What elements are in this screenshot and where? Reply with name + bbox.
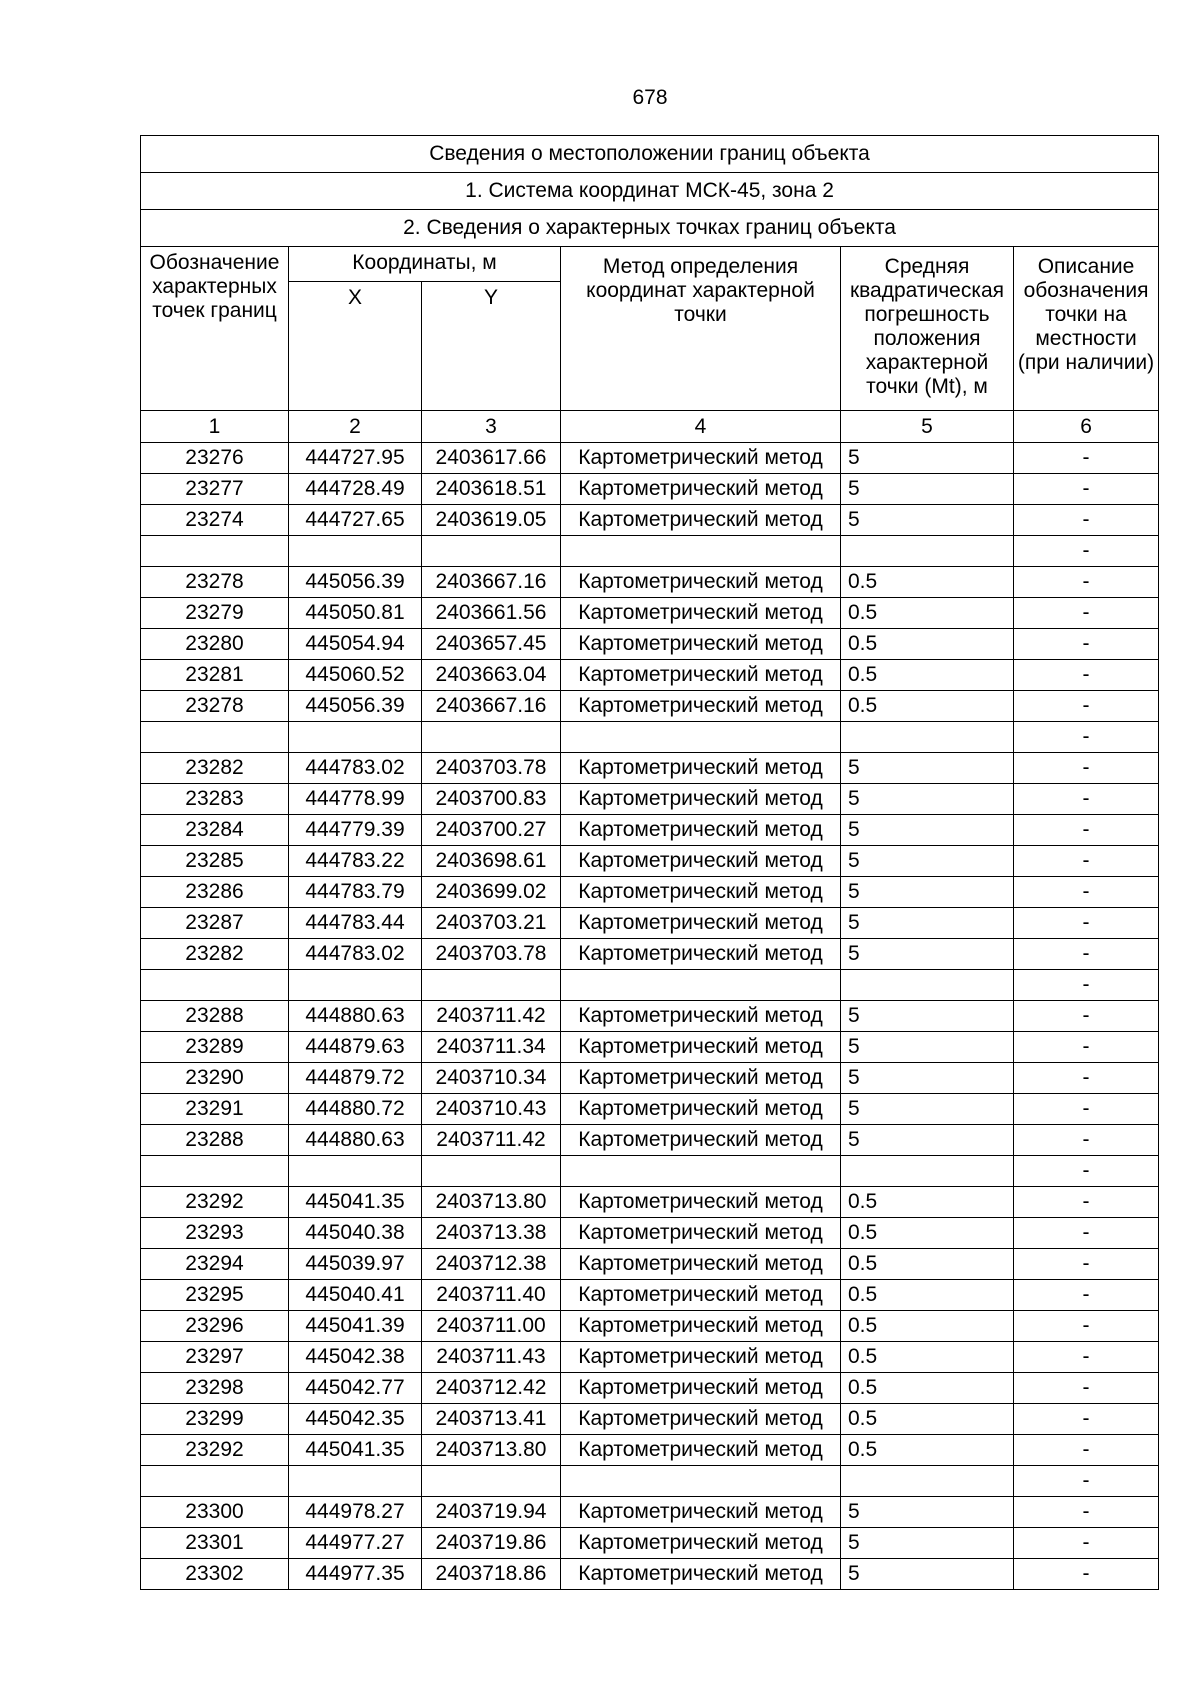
table-title: Сведения о местоположении границ объекта bbox=[141, 136, 1159, 173]
point-id-cell bbox=[141, 970, 289, 1001]
table-row bbox=[141, 1497, 1159, 1528]
description-cell: - bbox=[1014, 1187, 1159, 1218]
error-mt-cell: 5 bbox=[841, 784, 1014, 815]
header-coordinates: Координаты, м bbox=[289, 247, 561, 282]
error-mt-cell: 0.5 bbox=[841, 1280, 1014, 1311]
point-id-cell bbox=[141, 722, 289, 753]
coord-y-cell: 2403618.51 bbox=[422, 474, 561, 505]
method-cell: Картометрический метод bbox=[561, 567, 841, 598]
error-mt-cell: 5 bbox=[841, 1032, 1014, 1063]
point-id-cell: 23294 bbox=[141, 1249, 289, 1280]
table-row bbox=[141, 474, 1159, 505]
header-designation: Обозначение характерных точек границ bbox=[141, 247, 289, 411]
description-cell: - bbox=[1014, 1249, 1159, 1280]
point-id-cell: 23289 bbox=[141, 1032, 289, 1063]
coord-x-cell: 445042.38 bbox=[289, 1342, 422, 1373]
point-id-cell: 23288 bbox=[141, 1001, 289, 1032]
error-mt-cell bbox=[841, 1466, 1014, 1497]
point-id-cell: 23279 bbox=[141, 598, 289, 629]
error-mt-cell: 0.5 bbox=[841, 1187, 1014, 1218]
table-row bbox=[141, 846, 1159, 877]
method-cell: Картометрический метод bbox=[561, 815, 841, 846]
description-cell: - bbox=[1014, 877, 1159, 908]
coord-x-cell: 445056.39 bbox=[289, 567, 422, 598]
coord-y-cell bbox=[422, 722, 561, 753]
coord-y-cell: 2403698.61 bbox=[422, 846, 561, 877]
coord-x-cell: 444879.63 bbox=[289, 1032, 422, 1063]
coord-y-cell: 2403661.56 bbox=[422, 598, 561, 629]
error-mt-cell: 5 bbox=[841, 443, 1014, 474]
coord-x-cell bbox=[289, 1466, 422, 1497]
point-id-cell: 23301 bbox=[141, 1528, 289, 1559]
error-mt-cell bbox=[841, 1156, 1014, 1187]
description-cell: - bbox=[1014, 1063, 1159, 1094]
method-cell: Картометрический метод bbox=[561, 1063, 841, 1094]
point-id-cell: 23276 bbox=[141, 443, 289, 474]
point-id-cell: 23282 bbox=[141, 939, 289, 970]
method-cell: Картометрический метод bbox=[561, 1187, 841, 1218]
method-cell: Картометрический метод bbox=[561, 1125, 841, 1156]
point-id-cell: 23284 bbox=[141, 815, 289, 846]
coord-y-cell: 2403710.34 bbox=[422, 1063, 561, 1094]
method-cell: Картометрический метод bbox=[561, 1528, 841, 1559]
table-row bbox=[141, 753, 1159, 784]
table-row bbox=[141, 815, 1159, 846]
method-cell: Картометрический метод bbox=[561, 660, 841, 691]
point-id-cell: 23293 bbox=[141, 1218, 289, 1249]
coord-y-cell bbox=[422, 536, 561, 567]
point-id-cell: 23297 bbox=[141, 1342, 289, 1373]
coord-y-cell: 2403719.94 bbox=[422, 1497, 561, 1528]
method-cell: Картометрический метод bbox=[561, 691, 841, 722]
point-id-cell bbox=[141, 536, 289, 567]
error-mt-cell: 0.5 bbox=[841, 567, 1014, 598]
column-number: 3 bbox=[422, 411, 561, 443]
description-cell: - bbox=[1014, 598, 1159, 629]
method-cell bbox=[561, 970, 841, 1001]
header-method: Метод определения координат характерной точки bbox=[561, 247, 841, 411]
description-cell: - bbox=[1014, 536, 1159, 567]
error-mt-cell: 0.5 bbox=[841, 1218, 1014, 1249]
coord-y-cell: 2403699.02 bbox=[422, 877, 561, 908]
error-mt-cell: 5 bbox=[841, 474, 1014, 505]
coord-x-cell: 444783.02 bbox=[289, 939, 422, 970]
coord-y-cell bbox=[422, 970, 561, 1001]
table-row bbox=[141, 970, 1159, 1001]
column-number: 4 bbox=[561, 411, 841, 443]
method-cell: Картометрический метод bbox=[561, 877, 841, 908]
coord-y-cell: 2403663.04 bbox=[422, 660, 561, 691]
coord-x-cell: 445040.41 bbox=[289, 1280, 422, 1311]
description-cell: - bbox=[1014, 1280, 1159, 1311]
coord-x-cell: 444783.02 bbox=[289, 753, 422, 784]
error-mt-cell: 5 bbox=[841, 815, 1014, 846]
table-row bbox=[141, 1156, 1159, 1187]
coord-y-cell: 2403713.38 bbox=[422, 1218, 561, 1249]
coord-y-cell: 2403713.80 bbox=[422, 1435, 561, 1466]
method-cell bbox=[561, 722, 841, 753]
coord-y-cell: 2403719.86 bbox=[422, 1528, 561, 1559]
coord-x-cell: 444978.27 bbox=[289, 1497, 422, 1528]
description-cell: - bbox=[1014, 1156, 1159, 1187]
table-row bbox=[141, 1311, 1159, 1342]
table-row bbox=[141, 629, 1159, 660]
description-cell: - bbox=[1014, 846, 1159, 877]
coord-y-cell: 2403667.16 bbox=[422, 567, 561, 598]
description-cell: - bbox=[1014, 1466, 1159, 1497]
table-row bbox=[141, 1249, 1159, 1280]
coord-x-cell: 444977.35 bbox=[289, 1559, 422, 1590]
coord-y-cell: 2403711.43 bbox=[422, 1342, 561, 1373]
coord-x-cell: 444880.72 bbox=[289, 1094, 422, 1125]
coord-y-cell: 2403619.05 bbox=[422, 505, 561, 536]
column-number: 5 bbox=[841, 411, 1014, 443]
coord-y-cell: 2403713.41 bbox=[422, 1404, 561, 1435]
table-row bbox=[141, 1125, 1159, 1156]
header-error: Средняя квадратическая погрешность положения характерной точки (Mt), м bbox=[841, 247, 1014, 411]
point-id-cell: 23278 bbox=[141, 567, 289, 598]
coord-x-cell: 444727.65 bbox=[289, 505, 422, 536]
column-number: 2 bbox=[289, 411, 422, 443]
method-cell: Картометрический метод bbox=[561, 1032, 841, 1063]
coord-x-cell: 445056.39 bbox=[289, 691, 422, 722]
point-id-cell: 23302 bbox=[141, 1559, 289, 1590]
description-cell: - bbox=[1014, 505, 1159, 536]
description-cell: - bbox=[1014, 753, 1159, 784]
coord-x-cell bbox=[289, 536, 422, 567]
header-x: X bbox=[289, 282, 422, 411]
point-id-cell: 23299 bbox=[141, 1404, 289, 1435]
coord-y-cell: 2403657.45 bbox=[422, 629, 561, 660]
point-id-cell bbox=[141, 1156, 289, 1187]
coord-y-cell: 2403703.78 bbox=[422, 753, 561, 784]
description-cell: - bbox=[1014, 1311, 1159, 1342]
table-row bbox=[141, 1094, 1159, 1125]
coord-y-cell: 2403711.42 bbox=[422, 1001, 561, 1032]
point-id-cell: 23295 bbox=[141, 1280, 289, 1311]
description-cell: - bbox=[1014, 1435, 1159, 1466]
description-cell: - bbox=[1014, 629, 1159, 660]
coord-x-cell: 444880.63 bbox=[289, 1001, 422, 1032]
table-row bbox=[141, 660, 1159, 691]
error-mt-cell: 0.5 bbox=[841, 691, 1014, 722]
coord-x-cell: 445041.35 bbox=[289, 1187, 422, 1218]
error-mt-cell: 5 bbox=[841, 1497, 1014, 1528]
coord-y-cell: 2403711.00 bbox=[422, 1311, 561, 1342]
error-mt-cell: 5 bbox=[841, 1094, 1014, 1125]
error-mt-cell: 0.5 bbox=[841, 1311, 1014, 1342]
coord-x-cell: 444880.63 bbox=[289, 1125, 422, 1156]
coord-x-cell: 444783.79 bbox=[289, 877, 422, 908]
table-row bbox=[141, 784, 1159, 815]
table-row bbox=[141, 443, 1159, 474]
coord-x-cell: 445042.35 bbox=[289, 1404, 422, 1435]
method-cell: Картометрический метод bbox=[561, 1559, 841, 1590]
method-cell: Картометрический метод bbox=[561, 1249, 841, 1280]
point-id-cell: 23274 bbox=[141, 505, 289, 536]
method-cell: Картометрический метод bbox=[561, 939, 841, 970]
error-mt-cell: 5 bbox=[841, 753, 1014, 784]
method-cell: Картометрический метод bbox=[561, 443, 841, 474]
point-id-cell: 23296 bbox=[141, 1311, 289, 1342]
coord-x-cell: 444783.22 bbox=[289, 846, 422, 877]
point-id-cell: 23286 bbox=[141, 877, 289, 908]
error-mt-cell: 0.5 bbox=[841, 1373, 1014, 1404]
coord-y-cell: 2403703.78 bbox=[422, 939, 561, 970]
table-row bbox=[141, 877, 1159, 908]
coord-x-cell: 445042.77 bbox=[289, 1373, 422, 1404]
coord-y-cell: 2403617.66 bbox=[422, 443, 561, 474]
coord-y-cell: 2403718.86 bbox=[422, 1559, 561, 1590]
coord-x-cell: 444779.39 bbox=[289, 815, 422, 846]
error-mt-cell: 5 bbox=[841, 505, 1014, 536]
table-row bbox=[141, 908, 1159, 939]
description-cell: - bbox=[1014, 443, 1159, 474]
error-mt-cell bbox=[841, 970, 1014, 1001]
table-row bbox=[141, 1404, 1159, 1435]
section-title: 2. Сведения о характерных точках границ объекта bbox=[141, 210, 1159, 247]
table-row bbox=[141, 1435, 1159, 1466]
table-row bbox=[141, 722, 1159, 753]
description-cell: - bbox=[1014, 1218, 1159, 1249]
coord-x-cell: 444778.99 bbox=[289, 784, 422, 815]
description-cell: - bbox=[1014, 1094, 1159, 1125]
table-row bbox=[141, 1373, 1159, 1404]
description-cell: - bbox=[1014, 1125, 1159, 1156]
point-id-cell: 23277 bbox=[141, 474, 289, 505]
coord-x-cell bbox=[289, 722, 422, 753]
method-cell: Картометрический метод bbox=[561, 629, 841, 660]
table-row bbox=[141, 567, 1159, 598]
table-body bbox=[141, 443, 1159, 1590]
description-cell: - bbox=[1014, 567, 1159, 598]
error-mt-cell: 5 bbox=[841, 908, 1014, 939]
table-row bbox=[141, 1559, 1159, 1590]
coord-x-cell: 445060.52 bbox=[289, 660, 422, 691]
coord-x-cell: 445054.94 bbox=[289, 629, 422, 660]
point-id-cell: 23287 bbox=[141, 908, 289, 939]
error-mt-cell: 5 bbox=[841, 1559, 1014, 1590]
point-id-cell: 23285 bbox=[141, 846, 289, 877]
coord-y-cell: 2403710.43 bbox=[422, 1094, 561, 1125]
point-id-cell: 23280 bbox=[141, 629, 289, 660]
table-row bbox=[141, 1528, 1159, 1559]
point-id-cell: 23291 bbox=[141, 1094, 289, 1125]
method-cell: Картометрический метод bbox=[561, 1435, 841, 1466]
description-cell: - bbox=[1014, 815, 1159, 846]
description-cell: - bbox=[1014, 939, 1159, 970]
point-id-cell: 23288 bbox=[141, 1125, 289, 1156]
page-number: 678 bbox=[632, 86, 668, 109]
method-cell: Картометрический метод bbox=[561, 753, 841, 784]
coord-x-cell: 445050.81 bbox=[289, 598, 422, 629]
error-mt-cell: 0.5 bbox=[841, 629, 1014, 660]
description-cell: - bbox=[1014, 1404, 1159, 1435]
error-mt-cell: 0.5 bbox=[841, 1435, 1014, 1466]
method-cell bbox=[561, 1466, 841, 1497]
point-id-cell: 23283 bbox=[141, 784, 289, 815]
table-row bbox=[141, 1187, 1159, 1218]
coord-x-cell: 444728.49 bbox=[289, 474, 422, 505]
table-row bbox=[141, 536, 1159, 567]
description-cell: - bbox=[1014, 970, 1159, 1001]
description-cell: - bbox=[1014, 784, 1159, 815]
coord-x-cell: 444727.95 bbox=[289, 443, 422, 474]
coord-x-cell: 445040.38 bbox=[289, 1218, 422, 1249]
error-mt-cell: 5 bbox=[841, 939, 1014, 970]
coord-x-cell bbox=[289, 1156, 422, 1187]
description-cell: - bbox=[1014, 1373, 1159, 1404]
point-id-cell: 23278 bbox=[141, 691, 289, 722]
description-cell: - bbox=[1014, 660, 1159, 691]
coord-x-cell: 444879.72 bbox=[289, 1063, 422, 1094]
point-id-cell: 23292 bbox=[141, 1435, 289, 1466]
error-mt-cell: 5 bbox=[841, 877, 1014, 908]
coordinate-system: 1. Система координат МСК-45, зона 2 bbox=[141, 173, 1159, 210]
coord-y-cell: 2403703.21 bbox=[422, 908, 561, 939]
point-id-cell: 23290 bbox=[141, 1063, 289, 1094]
coord-y-cell: 2403713.80 bbox=[422, 1187, 561, 1218]
method-cell: Картометрический метод bbox=[561, 1404, 841, 1435]
coord-y-cell bbox=[422, 1466, 561, 1497]
table-row bbox=[141, 1218, 1159, 1249]
method-cell: Картометрический метод bbox=[561, 1218, 841, 1249]
method-cell bbox=[561, 1156, 841, 1187]
method-cell: Картометрический метод bbox=[561, 846, 841, 877]
point-id-cell: 23281 bbox=[141, 660, 289, 691]
method-cell: Картометрический метод bbox=[561, 505, 841, 536]
table-row bbox=[141, 939, 1159, 970]
error-mt-cell bbox=[841, 722, 1014, 753]
method-cell: Картометрический метод bbox=[561, 1311, 841, 1342]
error-mt-cell: 0.5 bbox=[841, 1404, 1014, 1435]
table-row bbox=[141, 1032, 1159, 1063]
point-id-cell: 23292 bbox=[141, 1187, 289, 1218]
coord-x-cell: 445041.39 bbox=[289, 1311, 422, 1342]
description-cell: - bbox=[1014, 1528, 1159, 1559]
coord-x-cell: 444977.27 bbox=[289, 1528, 422, 1559]
method-cell: Картометрический метод bbox=[561, 474, 841, 505]
method-cell: Картометрический метод bbox=[561, 598, 841, 629]
table-row bbox=[141, 1342, 1159, 1373]
error-mt-cell: 0.5 bbox=[841, 660, 1014, 691]
description-cell: - bbox=[1014, 474, 1159, 505]
coord-y-cell: 2403712.38 bbox=[422, 1249, 561, 1280]
table-row bbox=[141, 1063, 1159, 1094]
error-mt-cell: 5 bbox=[841, 1125, 1014, 1156]
error-mt-cell: 5 bbox=[841, 846, 1014, 877]
method-cell: Картометрический метод bbox=[561, 1001, 841, 1032]
description-cell: - bbox=[1014, 1342, 1159, 1373]
method-cell: Картометрический метод bbox=[561, 1342, 841, 1373]
column-numbers-row bbox=[141, 411, 1159, 443]
header-y: Y bbox=[422, 282, 561, 411]
table-row bbox=[141, 598, 1159, 629]
coord-y-cell: 2403711.40 bbox=[422, 1280, 561, 1311]
table-row bbox=[141, 1001, 1159, 1032]
coord-y-cell: 2403700.27 bbox=[422, 815, 561, 846]
description-cell: - bbox=[1014, 1559, 1159, 1590]
error-mt-cell: 5 bbox=[841, 1528, 1014, 1559]
coord-y-cell: 2403667.16 bbox=[422, 691, 561, 722]
coord-x-cell bbox=[289, 970, 422, 1001]
coord-y-cell: 2403700.83 bbox=[422, 784, 561, 815]
boundary-points-table bbox=[140, 135, 1159, 1590]
point-id-cell: 23298 bbox=[141, 1373, 289, 1404]
coord-y-cell: 2403712.42 bbox=[422, 1373, 561, 1404]
description-cell: - bbox=[1014, 1032, 1159, 1063]
description-cell: - bbox=[1014, 1497, 1159, 1528]
coord-x-cell: 445041.35 bbox=[289, 1435, 422, 1466]
description-cell: - bbox=[1014, 908, 1159, 939]
method-cell: Картометрический метод bbox=[561, 1280, 841, 1311]
error-mt-cell bbox=[841, 536, 1014, 567]
table-row bbox=[141, 1280, 1159, 1311]
description-cell: - bbox=[1014, 1001, 1159, 1032]
point-id-cell: 23300 bbox=[141, 1497, 289, 1528]
point-id-cell bbox=[141, 1466, 289, 1497]
error-mt-cell: 0.5 bbox=[841, 1342, 1014, 1373]
method-cell: Картометрический метод bbox=[561, 1497, 841, 1528]
method-cell bbox=[561, 536, 841, 567]
table-row bbox=[141, 691, 1159, 722]
error-mt-cell: 5 bbox=[841, 1063, 1014, 1094]
column-number: 1 bbox=[141, 411, 289, 443]
error-mt-cell: 0.5 bbox=[841, 598, 1014, 629]
header-description: Описание обозначения точки на местности (при наличии) bbox=[1014, 247, 1159, 411]
description-cell: - bbox=[1014, 691, 1159, 722]
point-id-cell: 23282 bbox=[141, 753, 289, 784]
method-cell: Картометрический метод bbox=[561, 1373, 841, 1404]
table-row bbox=[141, 505, 1159, 536]
error-mt-cell: 5 bbox=[841, 1001, 1014, 1032]
method-cell: Картометрический метод bbox=[561, 908, 841, 939]
column-number: 6 bbox=[1014, 411, 1159, 443]
error-mt-cell: 0.5 bbox=[841, 1249, 1014, 1280]
coord-y-cell: 2403711.42 bbox=[422, 1125, 561, 1156]
method-cell: Картометрический метод bbox=[561, 1094, 841, 1125]
coord-x-cell: 445039.97 bbox=[289, 1249, 422, 1280]
coord-y-cell bbox=[422, 1156, 561, 1187]
description-cell: - bbox=[1014, 722, 1159, 753]
coord-x-cell: 444783.44 bbox=[289, 908, 422, 939]
table-row bbox=[141, 1466, 1159, 1497]
method-cell: Картометрический метод bbox=[561, 784, 841, 815]
coord-y-cell: 2403711.34 bbox=[422, 1032, 561, 1063]
